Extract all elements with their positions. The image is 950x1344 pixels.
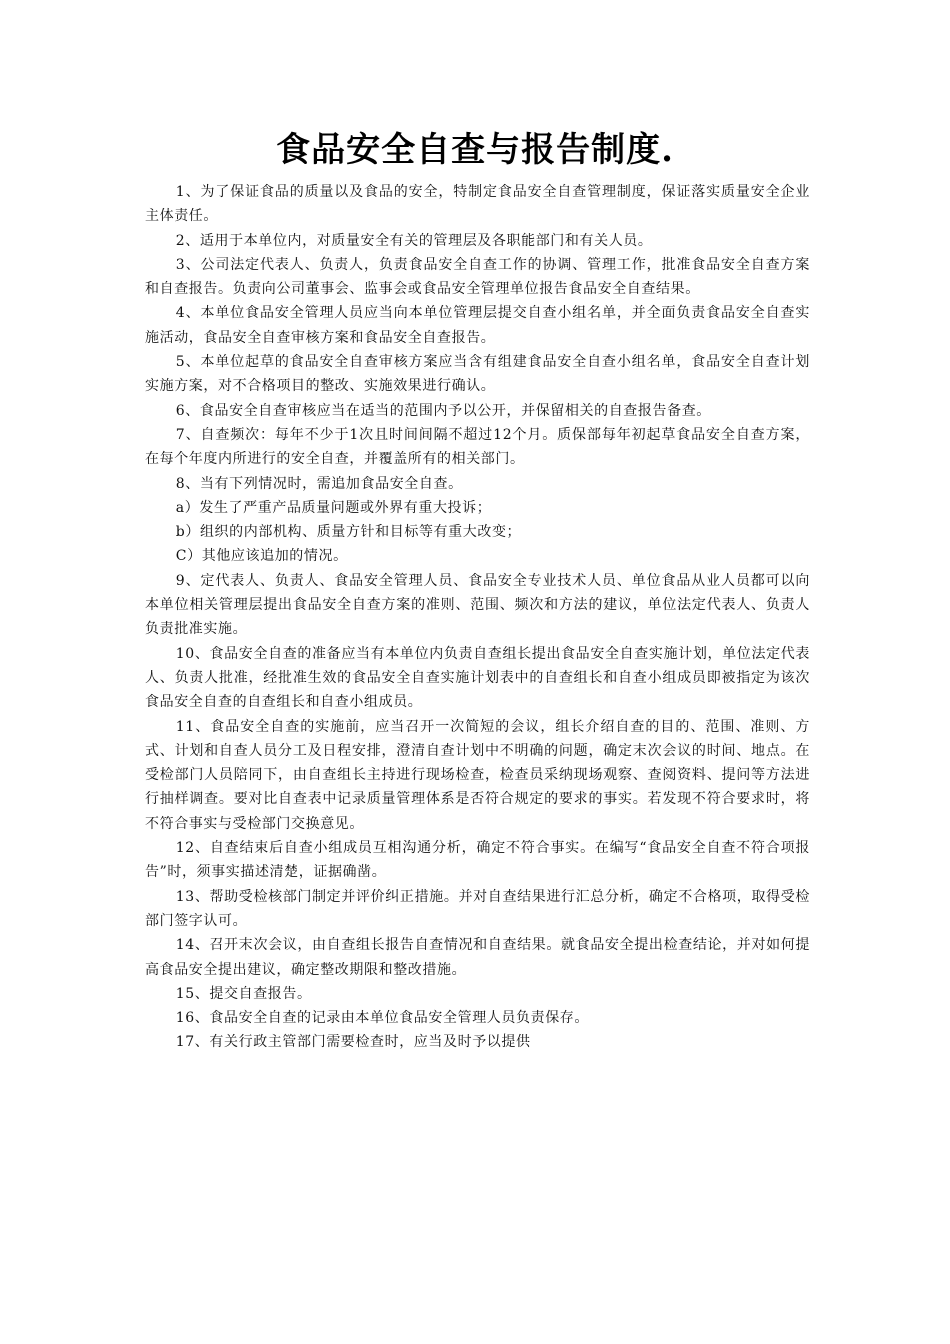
paragraph-4: 4、本单位食品安全管理人员应当向本单位管理层提交自查小组名单，并全面负责食品安全自查实施活动，食品安全自查审核方案和食品安全自查报告。 (145, 305, 810, 346)
document-title: 食品安全自查与报告制度. (276, 130, 674, 170)
list-item-a: a）发生了严重产品质量问题或外界有重大投诉； (175, 499, 492, 516)
list-item-b: b）组织的内部机构、质量方针和目标等有重大改变； (175, 524, 522, 541)
paragraph-2: 2、适用于本单位内，对质量安全有关的管理层及各职能部门和有关人员。 (175, 232, 653, 249)
paragraph-5: 5、本单位起草的食品安全自查审核方案应当含有组建食品安全自查小组名单，食品安全自查计划实施方案，对不合格项目的整改、实施效果进行确认。 (145, 354, 810, 395)
paragraph-13: 13、帮助受检核部门制定并评价纠正措施。并对自查结果进行汇总分析，确定不合格项，取得受检部门签字认可。 (145, 888, 810, 929)
paragraph-14: 14、召开末次会议，由自查组长报告自查情况和自查结果。就食品安全提出检查结论，并对如何提高食品安全提出建议，确定整改期限和整改措施。 (145, 937, 810, 978)
paragraph-9: 9、定代表人、负责人、食品安全管理人员、食品安全专业技术人员、单位食品从业人员都可以向本单位相关管理层提出食品安全自查方案的准则、范围、频次和方法的建议，单位法定代表人、负责人负责批准实施。 (145, 572, 810, 638)
paragraph-17: 17、有关行政主管部门需要检查时，应当及时予以提供 (175, 1034, 531, 1051)
paragraph-8: 8、当有下列情况时，需追加食品安全自查。 (175, 475, 463, 492)
paragraph-16: 16、食品安全自查的记录由本单位食品安全管理人员负责保存。 (175, 1010, 590, 1027)
paragraph-12: 12、自查结束后自查小组成员互相沟通分析，确定不符合事实。在编写“食品安全自查不符合项报告”时，须事实描述清楚，证据确凿。 (145, 840, 810, 881)
paragraph-6: 6、食品安全自查审核应当在适当的范围内予以公开，并保留相关的自查报告备查。 (175, 402, 711, 419)
paragraph-15: 15、提交自查报告。 (175, 985, 312, 1002)
document-body (145, 180, 810, 1055)
paragraph-7: 7、自查频次：每年不少于1次且时间间隔不超过12个月。质保部每年初起草食品安全自查方案，在每个年度内所进行的安全自查，并覆盖所有的相关部门。 (145, 426, 810, 468)
paragraph-10: 10、食品安全自查的准备应当有本单位内负责自查组长提出食品安全自查实施计划，单位法定代表人、负责人批准，经批准生效的食品安全自查实施计划表中的自查组长和自查小组成员即被指定为该次食品安全自查的自查组长和自查小组成员。 (145, 645, 810, 711)
paragraph-1: 1、为了保证食品的质量以及食品的安全，特制定食品安全自查管理制度，保证落实质量安全企业主体责任。 (145, 184, 810, 225)
paragraph-11: 11、食品安全自查的实施前，应当召开一次简短的会议，组长介绍自查的目的、范围、准则、方式、计划和自查人员分工及日程安排，澄清自查计划中不明确的问题，确定末次会议的时间、地点。在受检部门人员陪同下，由自查组长主持进行现场检查，检查员采纳现场观察、查阅资料、提问等方法进行抽样调查。要对比自查表中记录质量管理体系是否符合规定的要求的事实。若发现不符合要求时，将不符合事实与受检部门交换意见。 (145, 718, 810, 832)
list-item-c: C）其他应该追加的情况。 (175, 548, 348, 565)
paragraph-3: 3、公司法定代表人、负责人，负责食品安全自查工作的协调、管理工作，批准食品安全自查方案和自查报告。负责向公司董事会、监事会或食品安全管理单位报告食品安全自查结果。 (145, 256, 810, 298)
